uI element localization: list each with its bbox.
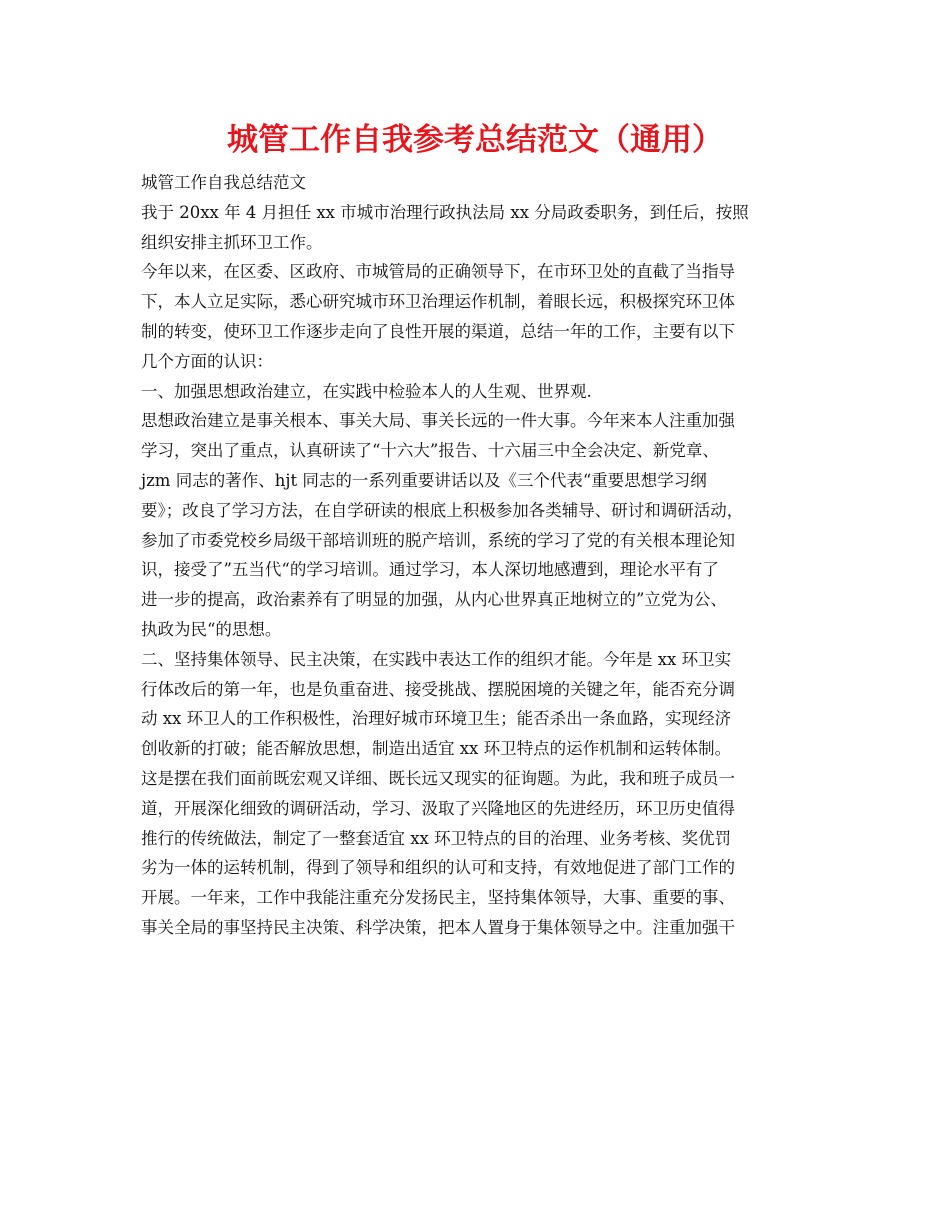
text-line: 我于 20xx 年 4 月担任 xx 市城市治理行政执法局 xx 分局政委职务，到任后，按照 [141, 202, 749, 222]
text-line: jzm 同志的著作、hjt 同志的一系列重要讲话以及《三个代表“重要思想学习纲 [141, 470, 707, 490]
text-line: 行体改后的第一年，也是负重奋进、接受挑战、摆脱困境的关键之年，能否充分调 [141, 679, 735, 699]
section-heading-2: 二、坚持集体领导、民主决策，在实践中表达工作的组织才能。今年是 xx 环卫实 [141, 649, 732, 669]
text-line: 劣为一体的运转机制，得到了领导和组织的认可和支持，有效地促进了部门工作的 [141, 858, 735, 878]
text-line: 要》；改良了学习方法，在自学研读的根底上积极参加各类辅导、研讨和调研活动， [141, 500, 744, 520]
text-line: 学习，突出了重点，认真研读了“十六大”报告、十六届三中全会决定、新党章、 [141, 441, 719, 461]
text-line: 制的转变，使环卫工作逐步走向了良性开展的渠道，总结一年的工作，主要有以下 [141, 321, 735, 341]
text-line: 道，开展深化细致的调研活动，学习、汲取了兴隆地区的先进经历，环卫历史值得 [141, 798, 735, 818]
text-line: 创收新的打破；能否解放思想，制造出适宜 xx 环卫特点的运作机制和运转体制。 [141, 739, 732, 759]
text-line: 推行的传统做法，制定了一整套适宜 xx 环卫特点的目的治理、业务考核、奖优罚 [141, 828, 732, 848]
text-line: 识，接受了”五当代“的学习培训。通过学习，本人深切地感遭到，理论水平有了 [141, 560, 719, 580]
text-line: 开展。一年来，工作中我能注重充分发扬民主，坚持集体领导，大事、重要的事、 [141, 888, 735, 908]
text-line-subtitle: 城管工作自我总结范文 [141, 173, 306, 192]
text-line: 动 xx 环卫人的工作积极性，治理好城市环境卫生；能否杀出一条血路，实现经济 [141, 709, 732, 729]
text-line: 这是摆在我们面前既宏观又详细、既长远又现实的征询题。为此，我和班子成员一 [141, 768, 735, 788]
document-title: 城管工作自我参考总结范文（通用） [227, 122, 723, 158]
text-line: 事关全局的事坚持民主决策、科学决策，把本人置身于集体领导之中。注重加强干 [141, 917, 735, 937]
text-line: 几个方面的认识： [141, 351, 273, 371]
section-heading-1: 一、加强思想政治建立，在实践中检验本人的人生观、世界观. [141, 381, 592, 401]
text-line: 思想政治建立是事关根本、事关大局、事关长远的一件大事。今年来本人注重加强 [141, 411, 735, 431]
text-line: 执政为民“的思想。 [141, 619, 282, 639]
document-body [141, 168, 831, 943]
text-line: 今年以来，在区委、区政府、市城管局的正确领导下，在市环卫处的直截了当指导 [141, 262, 735, 282]
text-line: 组织安排主抓环卫工作。 [141, 232, 323, 252]
text-line: 参加了市委党校乡局级干部培训班的脱产培训，系统的学习了党的有关根本理论知 [141, 530, 735, 550]
text-line: 进一步的提高，政治素养有了明显的加强，从内心世界真正地树立的”立党为公、 [141, 590, 727, 610]
text-line: 下，本人立足实际，悉心研究城市环卫治理运作机制，着眼长远，积极探究环卫体 [141, 292, 735, 312]
